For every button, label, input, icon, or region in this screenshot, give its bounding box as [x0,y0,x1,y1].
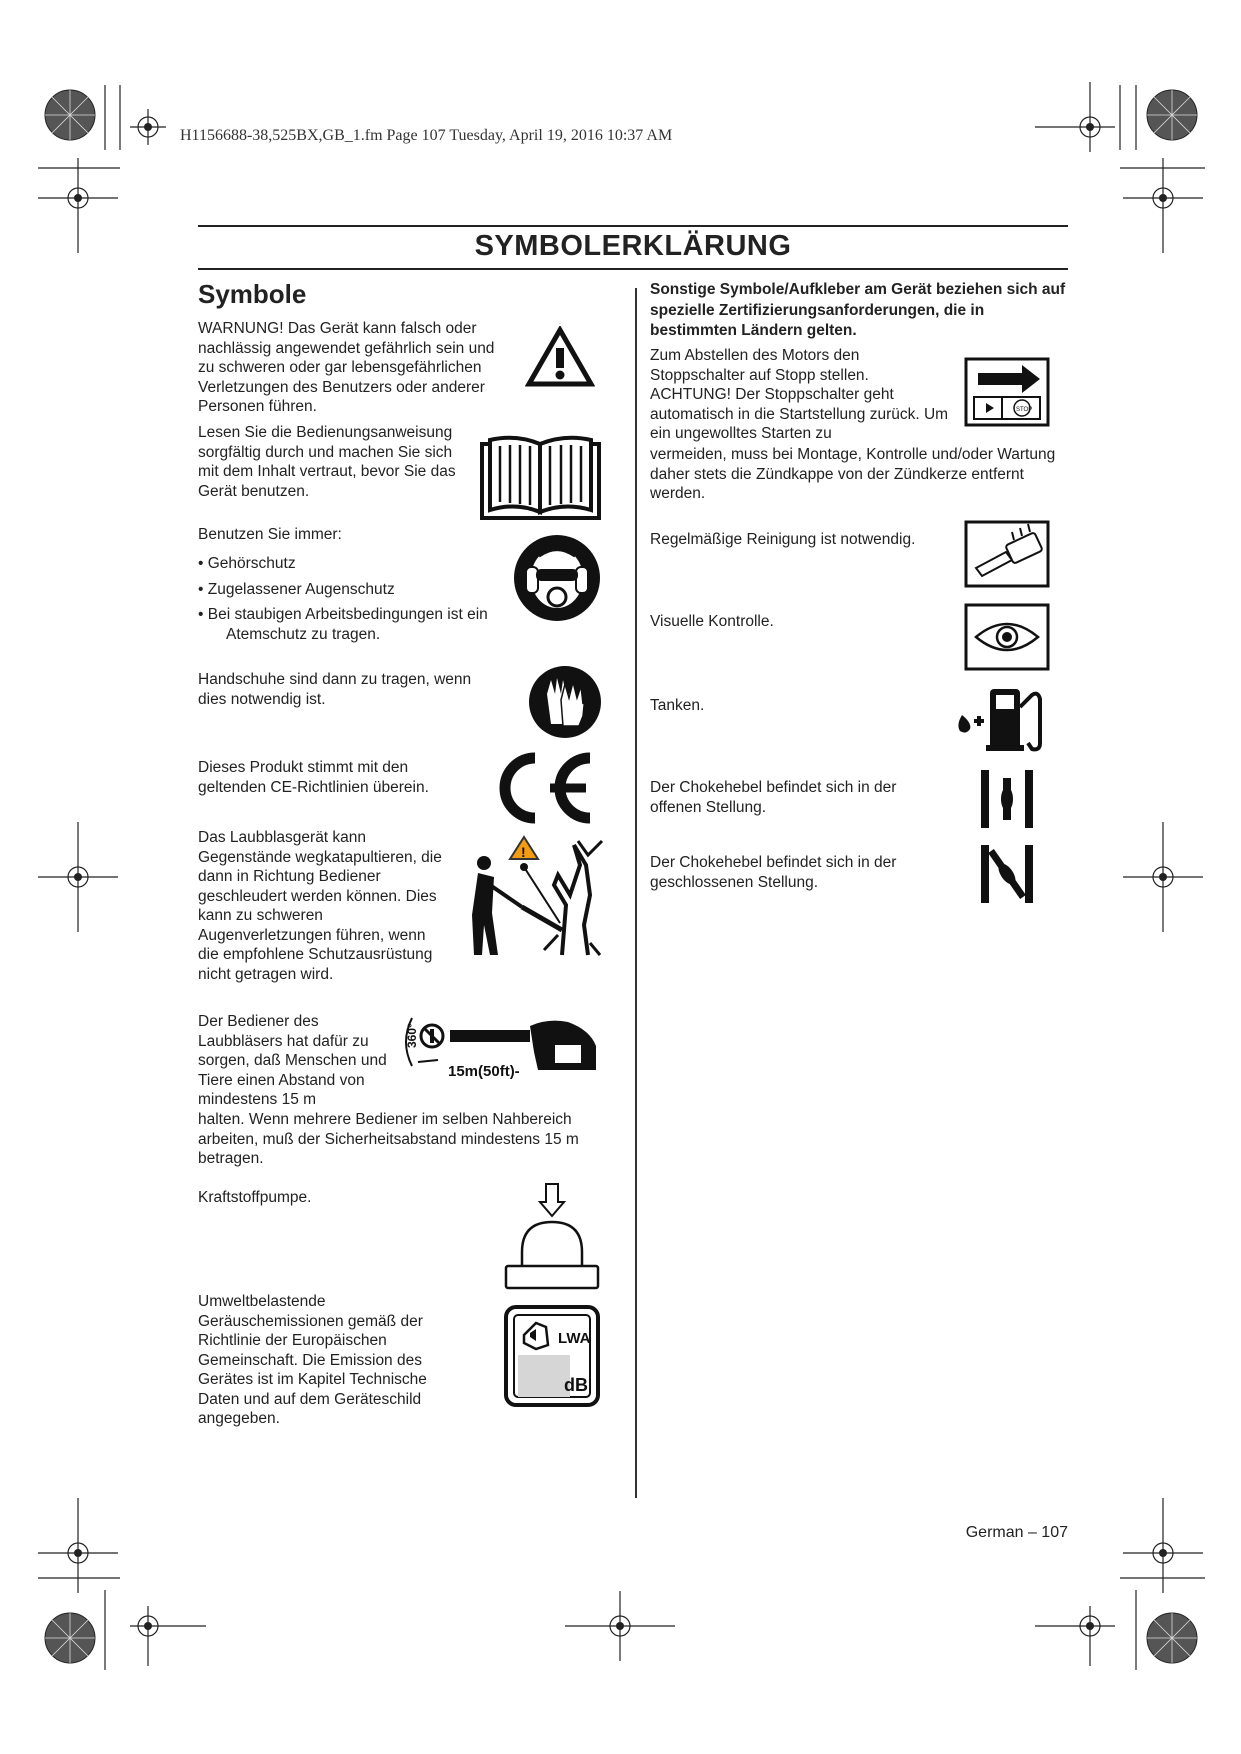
section-heading: Symbole [198,279,307,309]
visual-check-text: Visuelle Kontrolle. [650,613,774,630]
other-symbols-intro: Sonstige Symbole/Aufkleber am Gerät beziehen sich auf spezielle Zertifizierungsanforderungen, die in bestimmten Ländern gelten. [650,281,1066,339]
ce-mark-icon [490,748,602,828]
projectile-hazard-icon [462,835,607,960]
ppe-list [198,548,488,650]
distance-text-b: halten. Wenn mehrere Bediener im selben Nahbereich arbeiten, muß der Sicherheitsabstand mindestens 15 m betragen. [198,1111,579,1167]
refuel-icon [952,683,1056,753]
column-divider [635,288,637,1498]
distance-icon-label: 15m(50ft)- [448,1063,520,1080]
fuel-pump-text: Kraftstoffpumpe. [198,1189,312,1206]
cleaning-brush-icon [964,520,1050,588]
file-header-line: H1156688-38,525BX,GB_1.fm Page 107 Tuesday, April 19, 2016 10:37 AM [180,127,673,144]
blower-warning-text: Das Laubblasgerät kann Gegenstände wegkatapultieren, die dann in Richtung Bediener geschleudert werden können. Dies kann zu schweren Augenverletzungen führen, wenn die empfohlene Schutzausrüstung nicht getragen wird. [198,829,442,983]
stop-label: STOP [1016,407,1033,413]
noise-emission-text: Umweltbelastende Geräuschemissionen gemäß der Richtlinie der Europäischen Gemeinschaft. Die Emission des Gerätes ist im Kapitel Technische Daten und auf dem Geräteschild angegeben. [198,1293,427,1427]
db-label: dB [564,1375,588,1395]
noise-emission-icon [504,1305,600,1407]
stop-switch-text-b: vermeiden, muss bei Montage, Kontrolle und/oder Wartung daher stets die Zündkappe von der Zündkerze entfernt werden. [650,446,1056,502]
svg-text:!: ! [521,844,526,860]
list-item: • Bei staubigen Arbeitsbedingungen ist ein Atemschutz zu tragen. [198,606,488,643]
page-title: SYMBOLERKLÄRUNG [474,230,792,262]
choke-closed-icon [977,843,1037,905]
cleaning-text: Regelmäßige Reinigung ist notwendig. [650,531,916,548]
title-rule-bottom [198,268,1068,270]
refuel-text: Tanken. [650,697,705,714]
stop-switch-icon [964,357,1050,427]
choke-open-icon [977,768,1037,830]
eye-inspection-icon [964,603,1050,671]
warning-triangle-icon [525,326,595,388]
fuel-pump-primer-icon [502,1180,602,1292]
gloves-text: Handschuhe sind dann zu tragen, wenn dies notwendig ist. [198,671,472,708]
title-rule-top [198,225,1068,227]
distance-text-a: Der Bediener des Laubbläsers hat dafür zu sorgen, daß Menschen und Tiere einen Abstand von mindestens 15 m [198,1013,387,1108]
manual-book-icon [478,432,603,522]
gloves-icon [527,664,603,740]
distance-icon-degrees: 360° [405,1023,419,1048]
ce-text: Dieses Produkt stimmt mit den geltenden CE-Richtlinien überein. [198,759,429,796]
list-item: • Zugelassener Augenschutz [198,580,395,598]
choke-open-text: Der Chokehebel befindet sich in der offenen Stellung. [650,779,897,816]
list-item: • Gehörschutz [198,555,296,572]
page-footer: German – 107 [965,1524,1068,1541]
safety-distance-icon [398,1012,606,1090]
always-use-text: Benutzen Sie immer: [198,526,342,543]
stop-switch-text-a: Zum Abstellen des Motors den Stoppschalter auf Stopp stellen. ACHTUNG! Der Stoppschalter geht automatisch in die Startstellung zurück. Um ein ungewolltes Starten zu [650,347,949,442]
read-manual-text: Lesen Sie die Bedienungsanweisung sorgfältig durch und machen Sie sich mit dem Inhalt vertraut, bevor Sie das Gerät benutzen. [198,424,456,500]
warning-text: WARNUNG! Das Gerät kann falsch oder nachlässig angewendet gefährlich sein und zu schweren oder gar lebensgefährlichen Verletzungen des Benutzers oder anderer Personen führen. [198,320,495,415]
lwa-label: LWA [558,1330,591,1347]
ppe-head-icon [512,533,602,623]
choke-closed-text: Der Chokehebel befindet sich in der geschlossenen Stellung. [650,854,897,891]
